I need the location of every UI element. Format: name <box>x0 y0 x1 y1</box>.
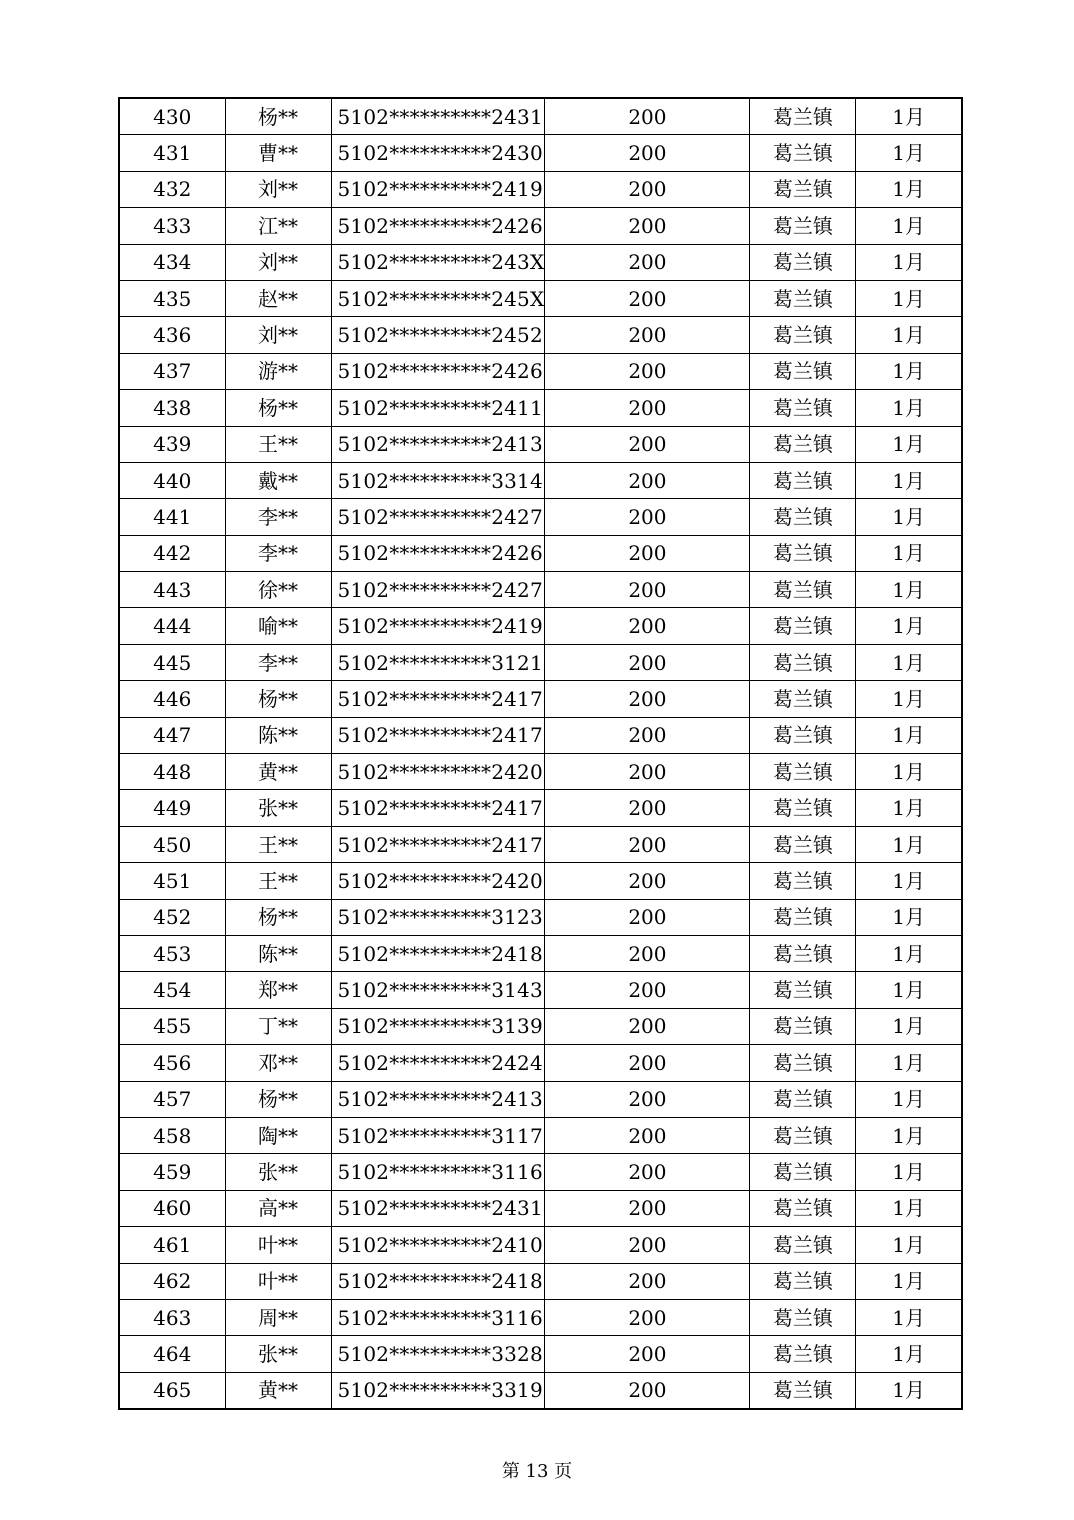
name-cell: 张** <box>225 1154 331 1190</box>
serial-number-cell: 461 <box>119 1227 225 1263</box>
month-cell: 1月 <box>856 754 962 790</box>
serial-number-cell: 463 <box>119 1299 225 1335</box>
id-number-cell: 5102**********2417 <box>331 790 545 826</box>
month-cell: 1月 <box>856 1263 962 1299</box>
amount-cell: 200 <box>545 1117 750 1153</box>
table-row <box>119 863 962 899</box>
name-cell: 张** <box>225 790 331 826</box>
town-cell: 葛兰镇 <box>750 426 856 462</box>
amount-cell: 200 <box>545 1081 750 1117</box>
town-cell: 葛兰镇 <box>750 972 856 1008</box>
name-cell: 游** <box>225 353 331 389</box>
amount-cell: 200 <box>545 681 750 717</box>
id-number-cell: 5102**********2426 <box>331 353 545 389</box>
id-number-cell: 5102**********3123 <box>331 899 545 935</box>
month-cell: 1月 <box>856 353 962 389</box>
town-cell: 葛兰镇 <box>750 499 856 535</box>
id-number-cell: 5102**********2417 <box>331 826 545 862</box>
town-cell: 葛兰镇 <box>750 754 856 790</box>
table-row <box>119 572 962 608</box>
amount-cell: 200 <box>545 790 750 826</box>
serial-number-cell: 438 <box>119 390 225 426</box>
month-cell: 1月 <box>856 899 962 935</box>
table-row <box>119 317 962 353</box>
serial-number-cell: 442 <box>119 535 225 571</box>
town-cell: 葛兰镇 <box>750 462 856 498</box>
id-number-cell: 5102**********2431 <box>331 1190 545 1226</box>
month-cell: 1月 <box>856 863 962 899</box>
serial-number-cell: 453 <box>119 935 225 971</box>
table-row <box>119 1299 962 1335</box>
amount-cell: 200 <box>545 135 750 171</box>
id-number-cell: 5102**********2430 <box>331 135 545 171</box>
id-number-cell: 5102**********2417 <box>331 681 545 717</box>
table-row <box>119 98 962 135</box>
name-cell: 周** <box>225 1299 331 1335</box>
amount-cell: 200 <box>545 644 750 680</box>
serial-number-cell: 457 <box>119 1081 225 1117</box>
amount-cell: 200 <box>545 244 750 280</box>
amount-cell: 200 <box>545 208 750 244</box>
town-cell: 葛兰镇 <box>750 863 856 899</box>
amount-cell: 200 <box>545 98 750 135</box>
name-cell: 杨** <box>225 390 331 426</box>
id-number-cell: 5102**********3143 <box>331 972 545 1008</box>
id-number-cell: 5102**********243X <box>331 244 545 280</box>
month-cell: 1月 <box>856 244 962 280</box>
name-cell: 黄** <box>225 1372 331 1409</box>
month-cell: 1月 <box>856 935 962 971</box>
amount-cell: 200 <box>545 899 750 935</box>
town-cell: 葛兰镇 <box>750 317 856 353</box>
name-cell: 喻** <box>225 608 331 644</box>
serial-number-cell: 432 <box>119 171 225 207</box>
name-cell: 江** <box>225 208 331 244</box>
month-cell: 1月 <box>856 572 962 608</box>
serial-number-cell: 460 <box>119 1190 225 1226</box>
table-row <box>119 644 962 680</box>
table-row <box>119 499 962 535</box>
town-cell: 葛兰镇 <box>750 1227 856 1263</box>
serial-number-cell: 450 <box>119 826 225 862</box>
name-cell: 王** <box>225 863 331 899</box>
id-number-cell: 5102**********2431 <box>331 98 545 135</box>
name-cell: 郑** <box>225 972 331 1008</box>
serial-number-cell: 449 <box>119 790 225 826</box>
town-cell: 葛兰镇 <box>750 1299 856 1335</box>
name-cell: 戴** <box>225 462 331 498</box>
town-cell: 葛兰镇 <box>750 1336 856 1372</box>
amount-cell: 200 <box>545 462 750 498</box>
serial-number-cell: 435 <box>119 280 225 316</box>
name-cell: 刘** <box>225 171 331 207</box>
month-cell: 1月 <box>856 717 962 753</box>
serial-number-cell: 436 <box>119 317 225 353</box>
table-row <box>119 754 962 790</box>
town-cell: 葛兰镇 <box>750 572 856 608</box>
town-cell: 葛兰镇 <box>750 208 856 244</box>
serial-number-cell: 456 <box>119 1045 225 1081</box>
town-cell: 葛兰镇 <box>750 244 856 280</box>
town-cell: 葛兰镇 <box>750 826 856 862</box>
amount-cell: 200 <box>545 1263 750 1299</box>
table-row <box>119 790 962 826</box>
serial-number-cell: 433 <box>119 208 225 244</box>
amount-cell: 200 <box>545 1336 750 1372</box>
month-cell: 1月 <box>856 1045 962 1081</box>
town-cell: 葛兰镇 <box>750 280 856 316</box>
table-row <box>119 826 962 862</box>
id-number-cell: 5102**********3117 <box>331 1117 545 1153</box>
table-row <box>119 1154 962 1190</box>
id-number-cell: 5102**********3319 <box>331 1372 545 1409</box>
town-cell: 葛兰镇 <box>750 681 856 717</box>
name-cell: 杨** <box>225 98 331 135</box>
amount-cell: 200 <box>545 353 750 389</box>
name-cell: 刘** <box>225 244 331 280</box>
month-cell: 1月 <box>856 208 962 244</box>
id-number-cell: 5102**********2410 <box>331 1227 545 1263</box>
name-cell: 邓** <box>225 1045 331 1081</box>
serial-number-cell: 465 <box>119 1372 225 1409</box>
amount-cell: 200 <box>545 972 750 1008</box>
month-cell: 1月 <box>856 1008 962 1044</box>
records-table-body <box>119 98 962 1409</box>
serial-number-cell: 459 <box>119 1154 225 1190</box>
serial-number-cell: 431 <box>119 135 225 171</box>
name-cell: 王** <box>225 426 331 462</box>
name-cell: 陈** <box>225 935 331 971</box>
serial-number-cell: 439 <box>119 426 225 462</box>
month-cell: 1月 <box>856 98 962 135</box>
id-number-cell: 5102**********2419 <box>331 171 545 207</box>
serial-number-cell: 462 <box>119 1263 225 1299</box>
town-cell: 葛兰镇 <box>750 1081 856 1117</box>
id-number-cell: 5102**********2424 <box>331 1045 545 1081</box>
month-cell: 1月 <box>856 1372 962 1409</box>
table-row <box>119 353 962 389</box>
id-number-cell: 5102**********3314 <box>331 462 545 498</box>
serial-number-cell: 464 <box>119 1336 225 1372</box>
table-row <box>119 1081 962 1117</box>
id-number-cell: 5102**********2411 <box>331 390 545 426</box>
id-number-cell: 5102**********3121 <box>331 644 545 680</box>
name-cell: 叶** <box>225 1227 331 1263</box>
name-cell: 王** <box>225 826 331 862</box>
table-row <box>119 1372 962 1409</box>
name-cell: 杨** <box>225 1081 331 1117</box>
amount-cell: 200 <box>545 863 750 899</box>
records-table <box>118 97 963 1410</box>
id-number-cell: 5102**********2413 <box>331 1081 545 1117</box>
amount-cell: 200 <box>545 935 750 971</box>
serial-number-cell: 458 <box>119 1117 225 1153</box>
name-cell: 陶** <box>225 1117 331 1153</box>
table-row <box>119 244 962 280</box>
month-cell: 1月 <box>856 681 962 717</box>
table-row <box>119 1227 962 1263</box>
serial-number-cell: 454 <box>119 972 225 1008</box>
table-row <box>119 1190 962 1226</box>
month-cell: 1月 <box>856 1336 962 1372</box>
id-number-cell: 5102**********2426 <box>331 208 545 244</box>
table-row <box>119 1117 962 1153</box>
town-cell: 葛兰镇 <box>750 1372 856 1409</box>
serial-number-cell: 443 <box>119 572 225 608</box>
serial-number-cell: 441 <box>119 499 225 535</box>
amount-cell: 200 <box>545 608 750 644</box>
id-number-cell: 5102**********2420 <box>331 863 545 899</box>
serial-number-cell: 430 <box>119 98 225 135</box>
id-number-cell: 5102**********2420 <box>331 754 545 790</box>
name-cell: 叶** <box>225 1263 331 1299</box>
serial-number-cell: 437 <box>119 353 225 389</box>
name-cell: 赵** <box>225 280 331 316</box>
month-cell: 1月 <box>856 535 962 571</box>
amount-cell: 200 <box>545 1045 750 1081</box>
id-number-cell: 5102**********3116 <box>331 1154 545 1190</box>
town-cell: 葛兰镇 <box>750 644 856 680</box>
month-cell: 1月 <box>856 644 962 680</box>
amount-cell: 200 <box>545 1190 750 1226</box>
town-cell: 葛兰镇 <box>750 717 856 753</box>
table-row <box>119 426 962 462</box>
amount-cell: 200 <box>545 1227 750 1263</box>
town-cell: 葛兰镇 <box>750 390 856 426</box>
name-cell: 刘** <box>225 317 331 353</box>
month-cell: 1月 <box>856 390 962 426</box>
amount-cell: 200 <box>545 535 750 571</box>
town-cell: 葛兰镇 <box>750 935 856 971</box>
serial-number-cell: 455 <box>119 1008 225 1044</box>
amount-cell: 200 <box>545 280 750 316</box>
table-row <box>119 1336 962 1372</box>
id-number-cell: 5102**********3116 <box>331 1299 545 1335</box>
month-cell: 1月 <box>856 790 962 826</box>
id-number-cell: 5102**********2418 <box>331 935 545 971</box>
id-number-cell: 5102**********3139 <box>331 1008 545 1044</box>
table-row <box>119 135 962 171</box>
amount-cell: 200 <box>545 426 750 462</box>
table-row <box>119 899 962 935</box>
table-row <box>119 462 962 498</box>
month-cell: 1月 <box>856 608 962 644</box>
month-cell: 1月 <box>856 826 962 862</box>
id-number-cell: 5102**********2427 <box>331 572 545 608</box>
table-row <box>119 972 962 1008</box>
town-cell: 葛兰镇 <box>750 790 856 826</box>
amount-cell: 200 <box>545 826 750 862</box>
serial-number-cell: 446 <box>119 681 225 717</box>
town-cell: 葛兰镇 <box>750 1263 856 1299</box>
month-cell: 1月 <box>856 1299 962 1335</box>
amount-cell: 200 <box>545 317 750 353</box>
month-cell: 1月 <box>856 280 962 316</box>
town-cell: 葛兰镇 <box>750 353 856 389</box>
table-row <box>119 1263 962 1299</box>
town-cell: 葛兰镇 <box>750 608 856 644</box>
serial-number-cell: 447 <box>119 717 225 753</box>
id-number-cell: 5102**********245X <box>331 280 545 316</box>
table-row <box>119 1045 962 1081</box>
name-cell: 黄** <box>225 754 331 790</box>
table-row <box>119 935 962 971</box>
name-cell: 杨** <box>225 899 331 935</box>
town-cell: 葛兰镇 <box>750 171 856 207</box>
name-cell: 丁** <box>225 1008 331 1044</box>
town-cell: 葛兰镇 <box>750 135 856 171</box>
month-cell: 1月 <box>856 426 962 462</box>
month-cell: 1月 <box>856 1227 962 1263</box>
amount-cell: 200 <box>545 1154 750 1190</box>
id-number-cell: 5102**********2426 <box>331 535 545 571</box>
town-cell: 葛兰镇 <box>750 535 856 571</box>
serial-number-cell: 440 <box>119 462 225 498</box>
table-row <box>119 681 962 717</box>
amount-cell: 200 <box>545 1299 750 1335</box>
amount-cell: 200 <box>545 390 750 426</box>
table-row <box>119 208 962 244</box>
name-cell: 李** <box>225 644 331 680</box>
town-cell: 葛兰镇 <box>750 1190 856 1226</box>
serial-number-cell: 451 <box>119 863 225 899</box>
month-cell: 1月 <box>856 1190 962 1226</box>
serial-number-cell: 444 <box>119 608 225 644</box>
table-row <box>119 390 962 426</box>
id-number-cell: 5102**********2413 <box>331 426 545 462</box>
name-cell: 曹** <box>225 135 331 171</box>
id-number-cell: 5102**********3328 <box>331 1336 545 1372</box>
month-cell: 1月 <box>856 972 962 1008</box>
town-cell: 葛兰镇 <box>750 1117 856 1153</box>
month-cell: 1月 <box>856 171 962 207</box>
amount-cell: 200 <box>545 1008 750 1044</box>
serial-number-cell: 434 <box>119 244 225 280</box>
name-cell: 高** <box>225 1190 331 1226</box>
table-row <box>119 535 962 571</box>
month-cell: 1月 <box>856 135 962 171</box>
name-cell: 徐** <box>225 572 331 608</box>
serial-number-cell: 445 <box>119 644 225 680</box>
month-cell: 1月 <box>856 499 962 535</box>
name-cell: 陈** <box>225 717 331 753</box>
amount-cell: 200 <box>545 754 750 790</box>
table-row <box>119 717 962 753</box>
table-row <box>119 608 962 644</box>
town-cell: 葛兰镇 <box>750 899 856 935</box>
name-cell: 杨** <box>225 681 331 717</box>
id-number-cell: 5102**********2417 <box>331 717 545 753</box>
page-number: 第 13 页 <box>501 1461 573 1482</box>
amount-cell: 200 <box>545 499 750 535</box>
id-number-cell: 5102**********2452 <box>331 317 545 353</box>
town-cell: 葛兰镇 <box>750 1154 856 1190</box>
table-row <box>119 171 962 207</box>
amount-cell: 200 <box>545 717 750 753</box>
town-cell: 葛兰镇 <box>750 1008 856 1044</box>
month-cell: 1月 <box>856 462 962 498</box>
month-cell: 1月 <box>856 1154 962 1190</box>
serial-number-cell: 448 <box>119 754 225 790</box>
id-number-cell: 5102**********2427 <box>331 499 545 535</box>
id-number-cell: 5102**********2418 <box>331 1263 545 1299</box>
month-cell: 1月 <box>856 1081 962 1117</box>
name-cell: 张** <box>225 1336 331 1372</box>
name-cell: 李** <box>225 535 331 571</box>
town-cell: 葛兰镇 <box>750 98 856 135</box>
month-cell: 1月 <box>856 1117 962 1153</box>
table-row <box>119 280 962 316</box>
table-row <box>119 1008 962 1044</box>
name-cell: 李** <box>225 499 331 535</box>
serial-number-cell: 452 <box>119 899 225 935</box>
amount-cell: 200 <box>545 1372 750 1409</box>
id-number-cell: 5102**********2419 <box>331 608 545 644</box>
amount-cell: 200 <box>545 171 750 207</box>
month-cell: 1月 <box>856 317 962 353</box>
amount-cell: 200 <box>545 572 750 608</box>
town-cell: 葛兰镇 <box>750 1045 856 1081</box>
